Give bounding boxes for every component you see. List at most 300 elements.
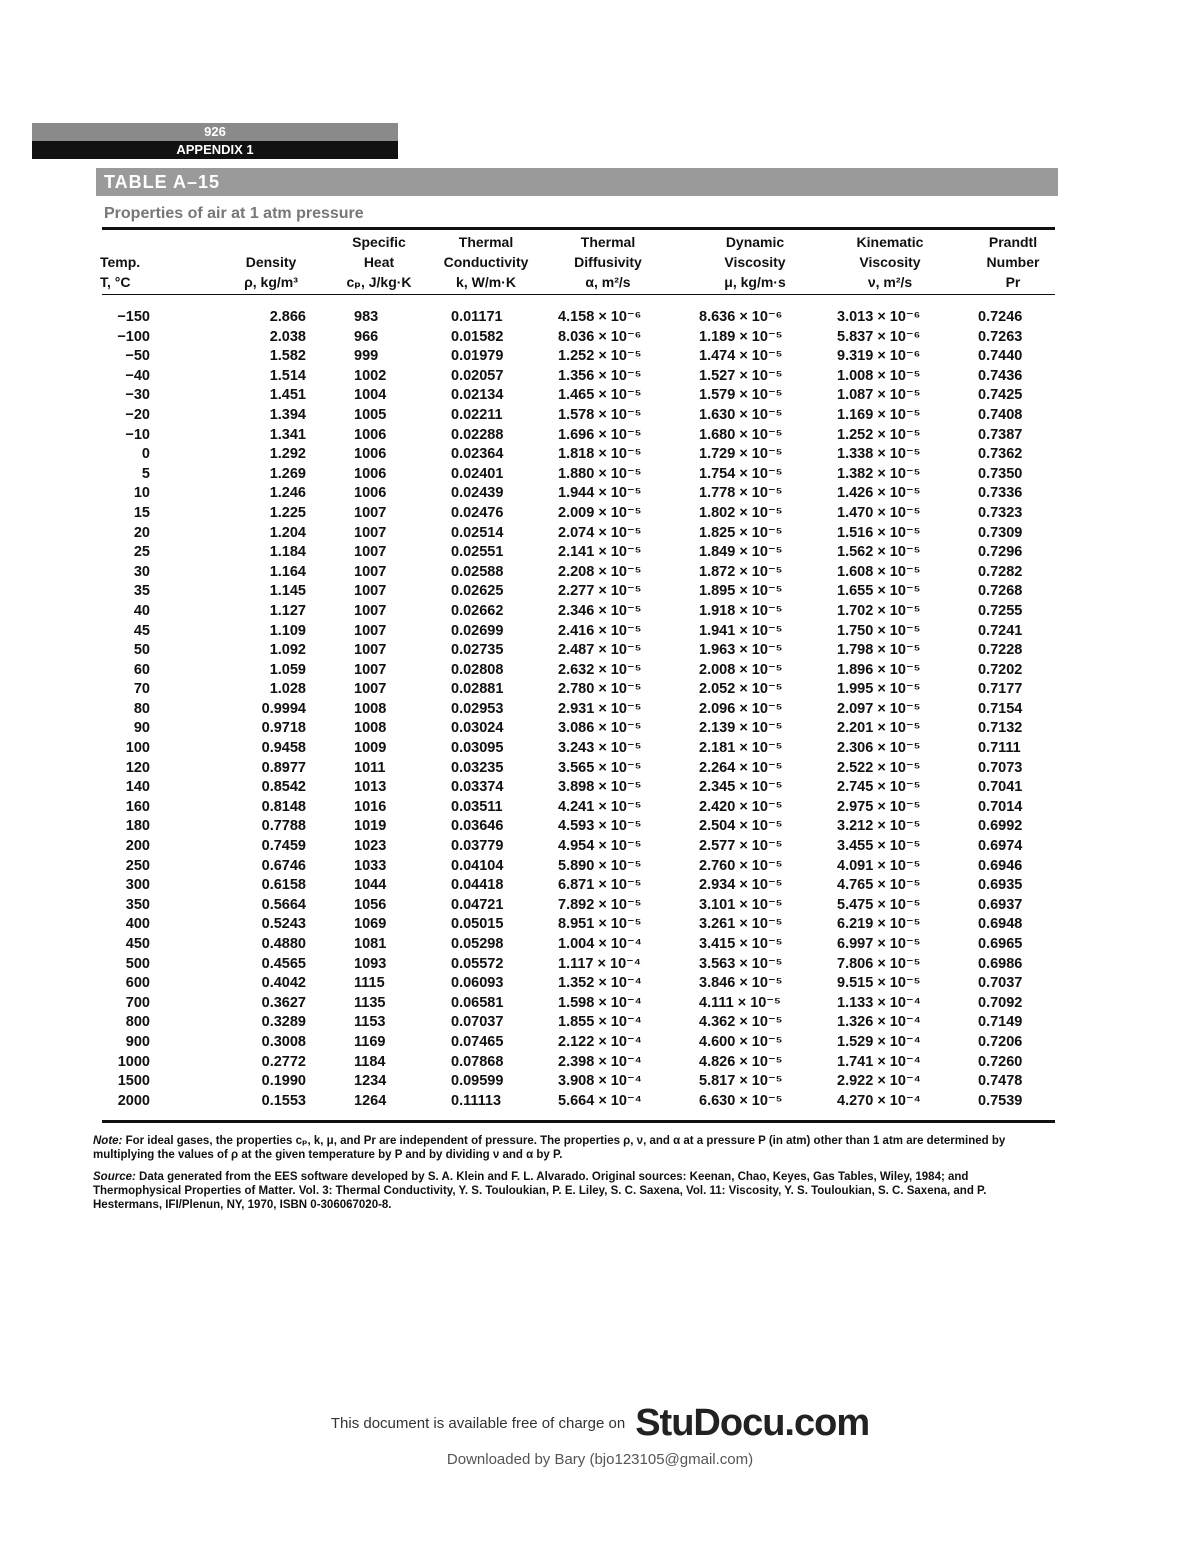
cell-prandtl: 0.7241 [978, 622, 1023, 639]
cell-prandtl: 0.6948 [978, 916, 1023, 933]
cell-density: 0.6158 [261, 877, 306, 894]
cell-specific-heat: 1023 [354, 838, 387, 855]
cell-kinematic-viscosity: 1.995 × 10⁻⁵ [837, 681, 921, 698]
cell-thermal-conductivity: 0.04418 [451, 877, 504, 894]
cell-thermal-conductivity: 0.02881 [451, 681, 504, 698]
brand-domain: .com [784, 1402, 870, 1444]
cell-temp: −150 [117, 309, 150, 325]
cell-density: 0.8148 [261, 798, 306, 815]
cell-density: 0.7459 [261, 838, 306, 855]
cell-prandtl: 0.7228 [978, 642, 1023, 659]
cell-dynamic-viscosity: 4.826 × 10⁻⁵ [699, 1053, 783, 1070]
cell-specific-heat: 1007 [354, 661, 387, 678]
cell-density: 1.514 [269, 367, 306, 384]
cell-specific-heat: 1007 [354, 642, 387, 659]
table-row [102, 1072, 1055, 1092]
note-text: For ideal gases, the properties cₚ, k, μ, and Pr are independent of pressure. The properties ρ, ν, and α at a pressure P (in atm) other than 1 atm are determined by multiplying the values of ρ at the given temperature by P and by dividing ν and α by P. [93, 1135, 1006, 1161]
cell-prandtl: 0.7260 [978, 1053, 1023, 1070]
table-row [102, 347, 1055, 367]
cell-dynamic-viscosity: 2.345 × 10⁻⁵ [699, 779, 783, 796]
table-caption: Properties of air at 1 atm pressure [104, 205, 364, 222]
cell-kinematic-viscosity: 1.741 × 10⁻⁴ [837, 1053, 921, 1070]
cell-specific-heat: 1006 [354, 465, 387, 482]
cell-temp: 2000 [117, 1092, 150, 1109]
cell-thermal-conductivity: 0.07037 [451, 1014, 504, 1031]
cell-density: 0.8542 [261, 779, 306, 796]
cell-thermal-diffusivity: 2.122 × 10⁻⁴ [558, 1033, 642, 1050]
cell-temp: 900 [125, 1033, 150, 1050]
cell-thermal-diffusivity: 2.398 × 10⁻⁴ [558, 1053, 642, 1070]
cell-prandtl: 0.7255 [978, 602, 1023, 619]
cell-prandtl: 0.7073 [978, 759, 1023, 776]
table-body [102, 308, 1055, 1111]
cell-density: 1.292 [269, 446, 306, 463]
cell-thermal-conductivity: 0.02625 [451, 583, 504, 600]
cell-prandtl: 0.7154 [978, 700, 1023, 717]
cell-thermal-diffusivity: 3.243 × 10⁻⁵ [558, 740, 642, 757]
cell-kinematic-viscosity: 2.745 × 10⁻⁵ [837, 779, 921, 796]
cell-thermal-diffusivity: 1.696 × 10⁻⁵ [558, 426, 642, 443]
cell-temp: 20 [133, 524, 150, 541]
cell-specific-heat: 1081 [354, 936, 387, 952]
cell-thermal-diffusivity: 4.593 × 10⁻⁵ [558, 818, 642, 835]
cell-specific-heat: 999 [354, 348, 379, 365]
header-thermal-conductivity: Thermal Conductivity k, W/m·K [443, 234, 529, 290]
table-row [102, 661, 1055, 681]
cell-dynamic-viscosity: 2.760 × 10⁻⁵ [699, 857, 783, 874]
cell-thermal-conductivity: 0.02057 [451, 367, 504, 384]
cell-thermal-diffusivity: 8.036 × 10⁻⁶ [558, 328, 642, 345]
cell-dynamic-viscosity: 3.101 × 10⁻⁵ [699, 896, 783, 913]
table-row [102, 484, 1055, 504]
cell-thermal-diffusivity: 2.780 × 10⁻⁵ [558, 681, 642, 698]
cell-prandtl: 0.7539 [978, 1092, 1023, 1109]
cell-dynamic-viscosity: 4.362 × 10⁻⁵ [699, 1014, 783, 1031]
cell-specific-heat: 1007 [354, 504, 387, 521]
cell-kinematic-viscosity: 1.133 × 10⁻⁴ [837, 994, 921, 1011]
cell-prandtl: 0.7246 [978, 309, 1023, 325]
cell-dynamic-viscosity: 1.754 × 10⁻⁵ [699, 465, 783, 482]
cell-kinematic-viscosity: 6.219 × 10⁻⁵ [837, 916, 921, 933]
cell-dynamic-viscosity: 6.630 × 10⁻⁵ [699, 1092, 783, 1109]
cell-temp: −10 [125, 426, 150, 443]
cell-prandtl: 0.6935 [978, 877, 1023, 894]
cell-temp: 100 [125, 740, 150, 757]
cell-dynamic-viscosity: 1.778 × 10⁻⁵ [699, 485, 783, 502]
table-row [102, 837, 1055, 857]
cell-temp: 40 [133, 602, 150, 619]
cell-thermal-conductivity: 0.11113 [451, 1092, 502, 1109]
cell-thermal-conductivity: 0.02551 [451, 544, 504, 561]
cell-dynamic-viscosity: 3.563 × 10⁻⁵ [699, 955, 783, 972]
cell-temp: 120 [125, 759, 150, 776]
cell-kinematic-viscosity: 1.169 × 10⁻⁵ [837, 406, 921, 423]
page-header [32, 123, 398, 159]
cell-density: 0.3627 [261, 994, 306, 1011]
table-row [102, 994, 1055, 1014]
cell-thermal-diffusivity: 1.880 × 10⁻⁵ [558, 465, 642, 482]
cell-thermal-diffusivity: 7.892 × 10⁻⁵ [558, 896, 642, 913]
cell-dynamic-viscosity: 2.052 × 10⁻⁵ [699, 681, 783, 698]
cell-dynamic-viscosity: 2.008 × 10⁻⁵ [699, 661, 783, 678]
cell-temp: 35 [133, 583, 150, 600]
cell-density: 0.1990 [261, 1073, 306, 1090]
header-prandtl: Prandtl Number Pr [986, 234, 1040, 290]
cell-thermal-conductivity: 0.02476 [451, 504, 504, 521]
cell-thermal-conductivity: 0.02364 [451, 446, 504, 463]
cell-thermal-diffusivity: 1.465 × 10⁻⁵ [558, 387, 642, 404]
cell-temp: −50 [125, 348, 150, 365]
table-row [102, 445, 1055, 465]
cell-prandtl: 0.7387 [978, 426, 1023, 443]
cell-temp: 200 [125, 838, 150, 855]
cell-thermal-diffusivity: 3.086 × 10⁻⁵ [558, 720, 642, 737]
cell-kinematic-viscosity: 2.306 × 10⁻⁵ [837, 740, 921, 757]
header-kinematic-viscosity: Kinematic Viscosity ν, m²/s [856, 234, 924, 290]
cell-thermal-diffusivity: 2.009 × 10⁻⁵ [558, 504, 642, 521]
cell-thermal-diffusivity: 1.117 × 10⁻⁴ [558, 955, 641, 972]
cell-temp: −40 [125, 367, 150, 384]
cell-density: 1.582 [269, 348, 306, 365]
cell-density: 0.9994 [261, 700, 306, 717]
cell-prandtl: 0.7440 [978, 348, 1023, 365]
cell-density: 1.204 [269, 524, 306, 541]
cell-specific-heat: 1093 [354, 955, 387, 972]
cell-kinematic-viscosity: 1.338 × 10⁻⁵ [837, 446, 921, 463]
cell-thermal-conductivity: 0.04104 [451, 857, 504, 874]
cell-prandtl: 0.7478 [978, 1073, 1023, 1090]
cell-thermal-conductivity: 0.01171 [451, 309, 503, 325]
cell-prandtl: 0.7037 [978, 975, 1023, 992]
table-row [102, 602, 1055, 622]
cell-thermal-diffusivity: 2.487 × 10⁻⁵ [558, 642, 642, 659]
cell-thermal-conductivity: 0.05298 [451, 936, 504, 952]
cell-density: 0.4042 [261, 975, 306, 992]
cell-specific-heat: 1008 [354, 700, 387, 717]
cell-kinematic-viscosity: 1.326 × 10⁻⁴ [837, 1014, 921, 1031]
cell-density: 0.3008 [261, 1033, 306, 1050]
header-specific-heat: Specific Heat cₚ, J/kg·K [346, 234, 412, 290]
cell-density: 1.059 [269, 661, 306, 678]
cell-temp: 700 [125, 994, 150, 1011]
cell-prandtl: 0.7092 [978, 994, 1023, 1011]
cell-dynamic-viscosity: 4.111 × 10⁻⁵ [699, 994, 781, 1011]
cell-kinematic-viscosity: 1.426 × 10⁻⁵ [837, 485, 921, 502]
table-row [102, 680, 1055, 700]
table-row [102, 817, 1055, 837]
cell-specific-heat: 1234 [354, 1073, 387, 1090]
cell-density: 0.4880 [261, 936, 306, 952]
cell-dynamic-viscosity: 2.096 × 10⁻⁵ [699, 700, 783, 717]
cell-thermal-diffusivity: 2.346 × 10⁻⁵ [558, 602, 642, 619]
cell-thermal-conductivity: 0.03024 [451, 720, 504, 737]
cell-specific-heat: 1135 [354, 994, 386, 1011]
table-header-rule [102, 294, 1055, 295]
cell-density: 0.2772 [261, 1053, 306, 1070]
cell-prandtl: 0.7350 [978, 465, 1023, 482]
cell-prandtl: 0.6986 [978, 955, 1023, 972]
cell-thermal-diffusivity: 4.158 × 10⁻⁶ [558, 309, 642, 325]
cell-kinematic-viscosity: 2.097 × 10⁻⁵ [837, 700, 921, 717]
cell-prandtl: 0.7202 [978, 661, 1023, 678]
cell-dynamic-viscosity: 1.630 × 10⁻⁵ [699, 406, 783, 423]
cell-thermal-conductivity: 0.05015 [451, 916, 504, 933]
cell-dynamic-viscosity: 2.264 × 10⁻⁵ [699, 759, 783, 776]
cell-density: 1.269 [269, 465, 306, 482]
cell-density: 1.109 [269, 622, 306, 639]
cell-specific-heat: 1009 [354, 740, 387, 757]
note-lead: Note: [93, 1135, 123, 1147]
cell-density: 1.225 [269, 504, 306, 521]
cell-density: 0.7788 [261, 818, 306, 835]
cell-specific-heat: 966 [354, 328, 379, 345]
table-row [102, 641, 1055, 661]
cell-thermal-diffusivity: 1.855 × 10⁻⁴ [558, 1014, 642, 1031]
cell-thermal-conductivity: 0.09599 [451, 1073, 504, 1090]
cell-thermal-diffusivity: 1.944 × 10⁻⁵ [558, 485, 642, 502]
table-row [102, 328, 1055, 348]
cell-thermal-diffusivity: 2.208 × 10⁻⁵ [558, 563, 642, 580]
note-paragraph [93, 1134, 1058, 1162]
table-row [102, 876, 1055, 896]
table-row [102, 386, 1055, 406]
cell-kinematic-viscosity: 2.975 × 10⁻⁵ [837, 798, 921, 815]
cell-dynamic-viscosity: 8.636 × 10⁻⁶ [699, 309, 783, 325]
cell-specific-heat: 1007 [354, 681, 387, 698]
column-headers [102, 232, 1055, 292]
appendix-label: APPENDIX 1 [32, 141, 398, 159]
cell-specific-heat: 1184 [354, 1053, 386, 1070]
cell-kinematic-viscosity: 3.455 × 10⁻⁵ [837, 838, 921, 855]
cell-prandtl: 0.7149 [978, 1014, 1023, 1031]
cell-prandtl: 0.6937 [978, 896, 1023, 913]
source-text: Data generated from the EES software developed by S. A. Klein and F. L. Alvarado. Original sources: Keenan, Chao, Keyes, Gas Tables, Wiley, 1984; and Thermophysical Properties of Matter. Vol. 3: Thermal Conductivity, Y. S. Touloukian, P. E. Liley, S. C. Saxena, Vol. 11: Viscosity, Y. S. Touloukian, S. C. Saxena, and P. Hestermans, IFI/Plenun, NY, 1970, ISBN 0-306067020-8. [93, 1171, 987, 1211]
table-row [102, 406, 1055, 426]
table-row [102, 426, 1055, 446]
table-row [102, 700, 1055, 720]
cell-temp: 300 [125, 877, 150, 894]
studocu-logo[interactable] [635, 1402, 869, 1444]
cell-prandtl: 0.6992 [978, 818, 1023, 835]
cell-temp: 180 [125, 818, 150, 835]
cell-temp: 1500 [117, 1073, 150, 1090]
cell-density: 2.866 [269, 309, 306, 325]
cell-specific-heat: 1016 [354, 798, 387, 815]
cell-dynamic-viscosity: 1.825 × 10⁻⁵ [699, 524, 783, 541]
cell-thermal-conductivity: 0.03511 [451, 798, 503, 815]
cell-dynamic-viscosity: 2.420 × 10⁻⁵ [699, 798, 783, 815]
download-info: Downloaded by Bary (bjo123105@gmail.com) [446, 1451, 754, 1468]
cell-prandtl: 0.6946 [978, 857, 1023, 874]
cell-specific-heat: 1007 [354, 544, 387, 561]
cell-dynamic-viscosity: 3.415 × 10⁻⁵ [699, 936, 783, 952]
cell-density: 0.9458 [261, 740, 306, 757]
cell-kinematic-viscosity: 1.562 × 10⁻⁵ [837, 544, 921, 561]
cell-thermal-diffusivity: 1.004 × 10⁻⁴ [558, 936, 642, 952]
cell-density: 1.394 [269, 406, 306, 423]
cell-dynamic-viscosity: 1.918 × 10⁻⁵ [699, 602, 783, 619]
cell-thermal-conductivity: 0.05572 [451, 955, 504, 972]
cell-temp: 15 [133, 504, 150, 521]
cell-temp: 1000 [117, 1053, 150, 1070]
cell-thermal-conductivity: 0.02288 [451, 426, 504, 443]
cell-kinematic-viscosity: 3.212 × 10⁻⁵ [837, 818, 921, 835]
cell-thermal-diffusivity: 3.565 × 10⁻⁵ [558, 759, 642, 776]
cell-thermal-conductivity: 0.06093 [451, 975, 504, 992]
cell-kinematic-viscosity: 1.750 × 10⁻⁵ [837, 622, 921, 639]
cell-thermal-diffusivity: 4.241 × 10⁻⁵ [558, 798, 642, 815]
cell-thermal-conductivity: 0.02808 [451, 661, 504, 678]
cell-temp: −30 [125, 387, 150, 404]
cell-temp: 70 [133, 681, 150, 698]
cell-temp: 500 [125, 955, 150, 972]
cell-thermal-conductivity: 0.02735 [451, 642, 504, 659]
cell-kinematic-viscosity: 3.013 × 10⁻⁶ [837, 309, 921, 325]
cell-thermal-diffusivity: 1.352 × 10⁻⁴ [558, 975, 642, 992]
cell-kinematic-viscosity: 5.475 × 10⁻⁵ [837, 896, 921, 913]
cell-prandtl: 0.6965 [978, 936, 1023, 952]
cell-thermal-conductivity: 0.02401 [451, 465, 504, 482]
cell-specific-heat: 1264 [354, 1092, 387, 1109]
cell-dynamic-viscosity: 2.934 × 10⁻⁵ [699, 877, 783, 894]
cell-thermal-conductivity: 0.03235 [451, 759, 504, 776]
page-number: 926 [32, 123, 398, 141]
availability-text: This document is available free of charge on [330, 1415, 626, 1432]
cell-dynamic-viscosity: 2.504 × 10⁻⁵ [699, 818, 783, 835]
table-label: TABLE A–15 [96, 168, 1058, 196]
cell-kinematic-viscosity: 1.896 × 10⁻⁵ [837, 661, 921, 678]
cell-prandtl: 0.7309 [978, 524, 1023, 541]
cell-thermal-diffusivity: 8.951 × 10⁻⁵ [558, 916, 642, 933]
cell-dynamic-viscosity: 1.527 × 10⁻⁵ [699, 367, 783, 384]
cell-temp: 0 [141, 446, 150, 463]
table-row [102, 622, 1055, 642]
cell-temp: 50 [133, 642, 150, 659]
cell-specific-heat: 1007 [354, 524, 387, 541]
table-row [102, 896, 1055, 916]
source-lead: Source: [93, 1171, 136, 1183]
cell-density: 0.5664 [261, 896, 306, 913]
cell-specific-heat: 1007 [354, 602, 387, 619]
cell-specific-heat: 1006 [354, 446, 387, 463]
cell-density: 0.9718 [261, 720, 306, 737]
cell-prandtl: 0.7436 [978, 367, 1023, 384]
cell-specific-heat: 1007 [354, 583, 387, 600]
cell-kinematic-viscosity: 1.516 × 10⁻⁵ [837, 524, 921, 541]
table-top-rule [102, 227, 1055, 230]
cell-thermal-diffusivity: 2.141 × 10⁻⁵ [558, 544, 642, 561]
table-row [102, 857, 1055, 877]
brand-name: StuDocu [635, 1402, 785, 1444]
cell-thermal-conductivity: 0.01979 [451, 348, 504, 365]
table-row [102, 1013, 1055, 1033]
cell-density: 0.1553 [261, 1092, 306, 1109]
cell-prandtl: 0.7111 [978, 740, 1021, 757]
cell-thermal-diffusivity: 1.598 × 10⁻⁴ [558, 994, 642, 1011]
cell-specific-heat: 1007 [354, 563, 387, 580]
cell-prandtl: 0.7263 [978, 328, 1023, 345]
cell-kinematic-viscosity: 2.522 × 10⁻⁵ [837, 759, 921, 776]
cell-kinematic-viscosity: 4.091 × 10⁻⁵ [837, 857, 921, 874]
cell-temp: 140 [125, 779, 150, 796]
cell-temp: 45 [133, 622, 150, 639]
cell-dynamic-viscosity: 2.181 × 10⁻⁵ [699, 740, 783, 757]
cell-thermal-conductivity: 0.02134 [451, 387, 504, 404]
cell-specific-heat: 1033 [354, 857, 387, 874]
cell-specific-heat: 1011 [354, 759, 386, 776]
cell-kinematic-viscosity: 4.270 × 10⁻⁴ [837, 1092, 921, 1109]
cell-prandtl: 0.7206 [978, 1033, 1023, 1050]
cell-thermal-diffusivity: 1.356 × 10⁻⁵ [558, 367, 642, 384]
cell-specific-heat: 1056 [354, 896, 387, 913]
cell-density: 1.127 [269, 602, 306, 619]
cell-dynamic-viscosity: 1.895 × 10⁻⁵ [699, 583, 783, 600]
cell-kinematic-viscosity: 1.382 × 10⁻⁵ [837, 465, 921, 482]
table-row [102, 778, 1055, 798]
table-row [102, 563, 1055, 583]
cell-density: 0.6746 [261, 857, 306, 874]
cell-temp: 600 [125, 975, 150, 992]
table-row [102, 935, 1055, 955]
header-density: Density ρ, kg/m³ [244, 254, 298, 290]
cell-dynamic-viscosity: 3.846 × 10⁻⁵ [699, 975, 783, 992]
cell-thermal-conductivity: 0.02662 [451, 602, 504, 619]
header-temp: Temp. T, °C [100, 254, 141, 290]
cell-thermal-diffusivity: 6.871 × 10⁻⁵ [558, 877, 642, 894]
cell-specific-heat: 1019 [354, 818, 387, 835]
cell-prandtl: 0.7323 [978, 504, 1023, 521]
cell-thermal-conductivity: 0.04721 [451, 896, 504, 913]
cell-kinematic-viscosity: 4.765 × 10⁻⁵ [837, 877, 921, 894]
cell-thermal-diffusivity: 2.277 × 10⁻⁵ [558, 583, 642, 600]
table-row [102, 1053, 1055, 1073]
studocu-footer [0, 1402, 1200, 1445]
cell-density: 1.341 [269, 426, 306, 443]
cell-density: 0.3289 [261, 1014, 306, 1031]
cell-kinematic-viscosity: 1.702 × 10⁻⁵ [837, 602, 921, 619]
cell-thermal-diffusivity: 2.416 × 10⁻⁵ [558, 622, 642, 639]
cell-specific-heat: 1006 [354, 426, 387, 443]
cell-prandtl: 0.7362 [978, 446, 1023, 463]
cell-temp: 350 [125, 896, 150, 913]
cell-thermal-conductivity: 0.02699 [451, 622, 504, 639]
cell-temp: 250 [125, 857, 150, 874]
cell-kinematic-viscosity: 1.655 × 10⁻⁵ [837, 583, 921, 600]
cell-thermal-conductivity: 0.03646 [451, 818, 504, 835]
cell-thermal-diffusivity: 2.074 × 10⁻⁵ [558, 524, 642, 541]
cell-thermal-diffusivity: 4.954 × 10⁻⁵ [558, 838, 642, 855]
cell-specific-heat: 1002 [354, 367, 387, 384]
cell-dynamic-viscosity: 1.872 × 10⁻⁵ [699, 563, 783, 580]
cell-temp: 800 [125, 1014, 150, 1031]
cell-prandtl: 0.6974 [978, 838, 1023, 855]
cell-density: 1.028 [269, 681, 306, 698]
cell-prandtl: 0.7425 [978, 387, 1023, 404]
cell-temp: −20 [125, 406, 150, 423]
cell-thermal-conductivity: 0.06581 [451, 994, 504, 1011]
cell-thermal-diffusivity: 3.898 × 10⁻⁵ [558, 779, 642, 796]
cell-specific-heat: 1013 [354, 779, 387, 796]
cell-density: 1.184 [269, 544, 306, 561]
cell-kinematic-viscosity: 7.806 × 10⁻⁵ [837, 955, 921, 972]
cell-dynamic-viscosity: 2.577 × 10⁻⁵ [699, 838, 783, 855]
cell-thermal-conductivity: 0.07868 [451, 1053, 504, 1070]
table-row [102, 582, 1055, 602]
cell-thermal-diffusivity: 3.908 × 10⁻⁴ [558, 1073, 642, 1090]
cell-density: 2.038 [269, 328, 306, 345]
cell-temp: −100 [117, 328, 150, 345]
cell-dynamic-viscosity: 1.941 × 10⁻⁵ [699, 622, 783, 639]
